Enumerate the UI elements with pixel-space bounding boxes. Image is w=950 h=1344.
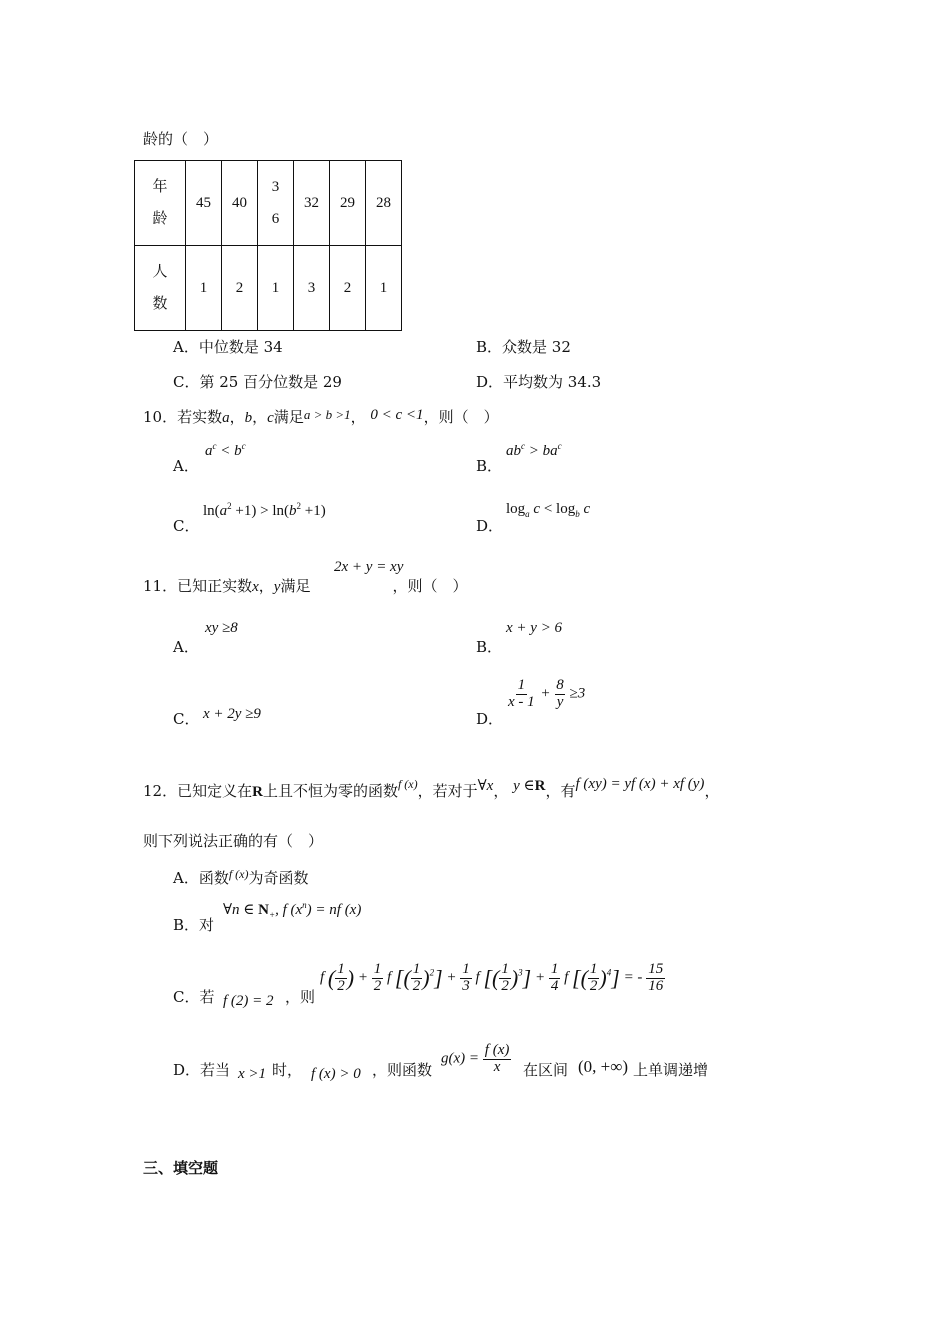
table-header-cell: 年 龄 [135,161,186,246]
q11-stem: 11．已知正实数x，y满足 ，则（ ） [143,577,468,595]
age-table [134,160,402,331]
q10-stem: 10．若实数a，b，c满足a > b >1， 0 < c <1，则（ ） [143,407,499,426]
table-cell: 2 [222,246,258,331]
q12-option-d-e: 上单调递增 [633,1061,709,1079]
q12-option-d-a: D．若当 [173,1061,231,1079]
q12-option-d-interval: (0, +∞) [578,1057,629,1076]
q12-option-a: A．函数$^{f (x)}$为奇函数 [173,867,309,887]
q11-option-a-label: A． [173,638,199,656]
q12-option-d-d: 在区间 [523,1061,569,1079]
table-row [135,161,402,246]
q10-option-b-math: $ab^c > ba^c$ [506,441,562,459]
table-header-cell: 人 数 [135,246,186,331]
intro-text: 龄的（ ） [143,130,219,148]
q12-option-c-label: C．若 [173,988,215,1006]
table-cell: 1 [366,246,402,331]
q12-option-d-gx: g(x) = $\frac{f (x)}{x}$ [441,1042,510,1075]
q9-option-a: A．中位数是 34 [173,338,283,356]
q10-option-d-math: $\log_a c < \log_b c$ [506,501,591,519]
q12-option-d-c: ，则函数 [372,1061,433,1079]
q10-option-c-label: C． [173,517,200,535]
table-row [135,246,402,331]
q12-option-d-cond1: x >1 [238,1066,267,1082]
table-cell: 2 [330,246,366,331]
q9-option-d: D．平均数为 34.3 [476,373,602,391]
q10-option-a-math: $a^c < b^c$ [205,441,246,459]
q12-option-c-cond: f (2) = 2 [223,993,274,1009]
q10-option-a-label: A． [173,457,199,475]
table-cell: 3 [294,246,330,331]
q12-option-b-label: B．对 [173,916,215,934]
table-cell: 29 [330,161,366,246]
table-cell: 28 [366,161,402,246]
table-cell: 32 [294,161,330,246]
q12-option-b-math: ∀n ∈ $N_+$, f $(x^n)$ = nf (x) [223,900,362,920]
q11-option-d-math: $\frac{1}{x - 1}$ + $\frac{8}{y}$ ≥3 [508,677,586,710]
q11-option-d-label: D． [476,710,504,728]
q9-option-b: B．众数是 32 [476,338,571,356]
q12-option-d-b: 时， [272,1061,303,1079]
q11-option-c-math: x + 2y ≥9 [203,706,261,722]
table-cell: 40 [222,161,258,246]
q12-stem-line2: 则下列说法正确的有（ ） [143,832,324,850]
table-cell: 45 [186,161,222,246]
q10-option-b-label: B． [476,457,503,475]
table-cell: 1 [258,246,294,331]
q11-option-b-math: x + y > 6 [506,620,563,636]
section-heading: 三、填空题 [143,1159,219,1177]
q11-option-b-label: B． [476,638,503,656]
q12-option-d-cond2: f (x) > 0 [311,1066,361,1082]
q12-option-c-then: ，则 [285,988,316,1006]
q10-option-c-math: $\ln(a^2 +1) > \ln(b^2 +1)$ [203,501,326,519]
table-cell: 3 6 [258,161,294,246]
q11-condition: 2x + y = xy [334,559,404,575]
q9-option-c: C．第 25 百分位数是 29 [173,373,342,391]
q11-option-a-math: xy ≥8 [205,620,238,636]
q12-option-c-math: f ( $\frac{1}{2}$ ) + $\frac{1}{2}$ f [( $\frac{1}{2}$ )$^2$] + $\frac{1}{3}$ f [( $\frac{1}{2}$ )$^3$] + $\frac{1}{4}$ f [( $\frac{1}{2}$ )$^4$] = - $\frac{15}{16}$ [320,961,664,994]
table-cell: 1 [186,246,222,331]
q10-option-d-label: D． [476,517,504,535]
q12-stem: 12．已知定义在R上且不恒为零的函数$^{f (x)}$，若对于∀x， y ∈R，有f (xy) = yf (x) + xf (y)， [143,776,720,800]
q11-option-c-label: C． [173,710,200,728]
